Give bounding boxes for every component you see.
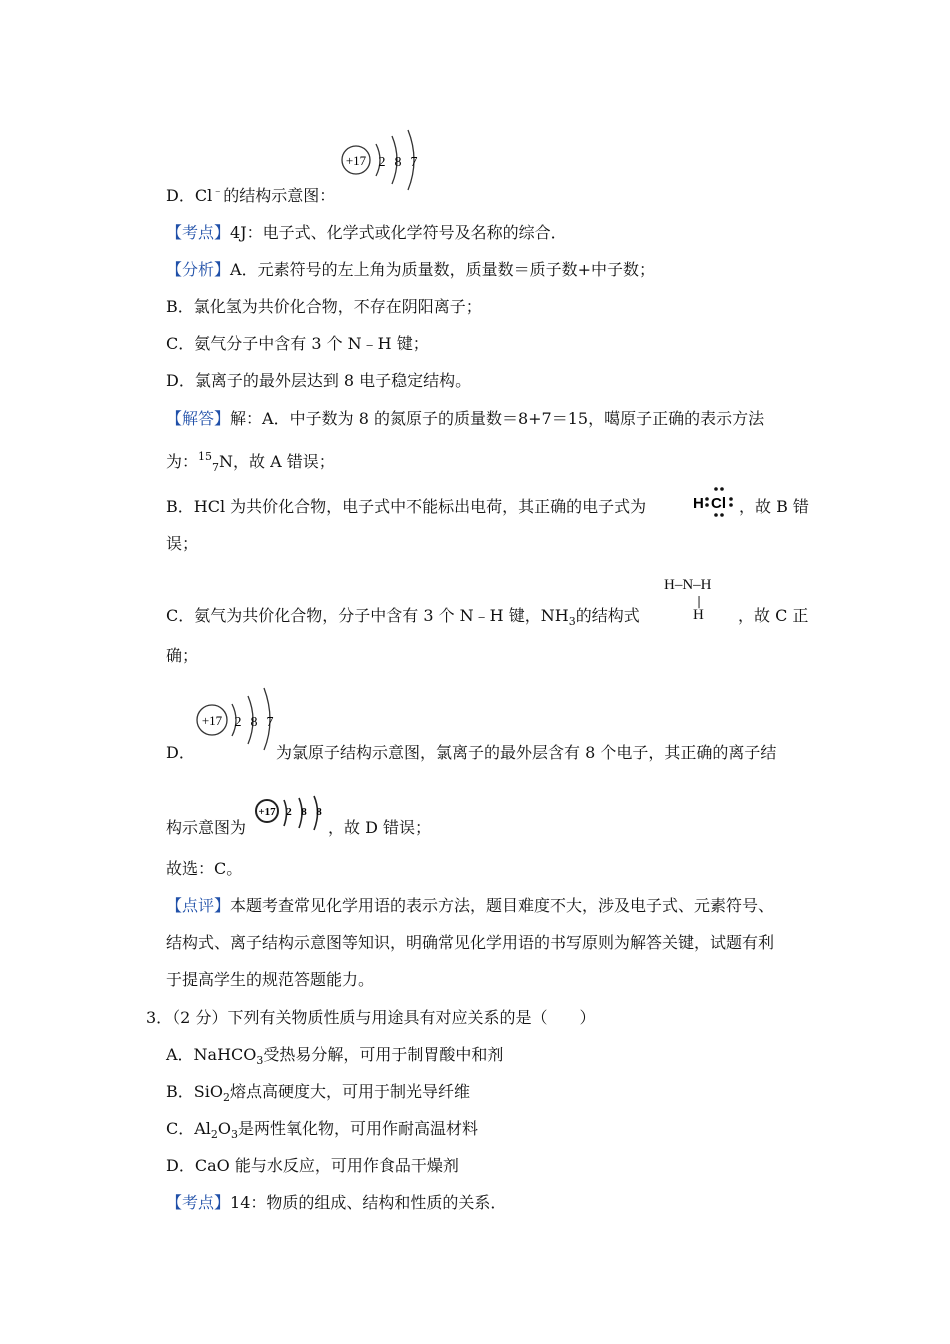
- jieda-d-cont-suffix: ，故 D 错误；: [328, 818, 432, 837]
- fenxi-d: D．氯离子的最外层达到 8 电子稳定结构。: [166, 371, 472, 390]
- question-3-option-b: B．SiO$_2$熔点高硬度大，可用于制光导纤维: [166, 1082, 470, 1104]
- kaodian-tag-2: 考点: [182, 1193, 215, 1212]
- jieda-c: C．氨气为共价化合物，分子中含有 3 个 N﹣H 键，$NH_3$的结构式: [166, 606, 640, 628]
- dianping-line3: 于提高学生的规范答题能力。: [166, 970, 375, 989]
- jieda-d-cont-prefix: 构示意图为: [166, 818, 247, 837]
- fenxi-tag: 分析: [182, 260, 215, 279]
- svg-text:H: H: [693, 495, 704, 512]
- jieda-line2: 为：$^{15}_7$N，故 A 错误；: [166, 450, 335, 474]
- kaodian-2: 【考点】14：物质的组成、结构和性质的关系．: [166, 1193, 507, 1212]
- svg-text:7: 7: [410, 155, 418, 170]
- hcl-electron-formula: [692, 486, 740, 520]
- nh3-structure-top: H–N–H: [664, 577, 712, 593]
- fenxi-b: B．氯化氢为共价化合物，不存在阴阳离子；: [166, 297, 482, 316]
- svg-text:Cl: Cl: [711, 495, 726, 512]
- kaodian-1: 【考点】4J：电子式、化学式或化学符号及名称的综合．: [166, 223, 567, 242]
- svg-text:8: 8: [394, 155, 402, 170]
- svg-text:+17: +17: [345, 153, 367, 168]
- chloride-ion-diagram-top: [338, 130, 428, 192]
- dianping-tag: 点评: [182, 896, 215, 915]
- svg-text:2: 2: [286, 806, 292, 818]
- chlorine-atom-diagram: [194, 688, 284, 750]
- nh3-structure-bottom: H: [693, 607, 704, 623]
- fenxi-a: 【分析】A．元素符号的左上角为质量数，质量数＝质子数+中子数；: [166, 260, 656, 279]
- jieda-b-cont: 误；: [166, 534, 199, 553]
- fenxi-c: C．氨气分子中含有 3 个 N﹣H 键；: [166, 334, 429, 353]
- svg-text:8: 8: [250, 715, 258, 730]
- svg-text:8: 8: [301, 806, 307, 818]
- chloride-ion-diagram-answer: [254, 794, 326, 832]
- question-3-option-a: A．NaHCO$_3$受热易分解，可用于制胃酸中和剂: [166, 1045, 504, 1067]
- answer: 故选：C。: [166, 859, 243, 878]
- dianping-line2: 结构式、离子结构示意图等知识，明确常见化学用语的书写原则为解答关键，试题有利: [166, 933, 775, 952]
- nh3-structure-bond: |: [697, 594, 702, 608]
- svg-text:2: 2: [378, 155, 386, 170]
- svg-text:7: 7: [266, 715, 274, 730]
- kaodian-tag: 考点: [182, 223, 215, 242]
- svg-text:8: 8: [316, 806, 322, 818]
- jieda-c-cont: 确；: [166, 646, 199, 665]
- svg-text:2: 2: [234, 715, 242, 730]
- jieda-line1: 【解答】解：A．中子数为 8 的氮原子的质量数＝8+7＝15，噶原子正确的表示方法: [166, 409, 765, 428]
- jieda-c-suffix: ，故 C 正: [738, 606, 809, 625]
- jieda-b: B．HCl 为共价化合物，电子式中不能标出电荷，其正确的电子式为: [166, 497, 647, 516]
- jieda-b-suffix: ，故 B 错: [739, 497, 809, 516]
- question-3-option-c: C．$Al_2O_3$是两性氧化物，可用作耐高温材料: [166, 1119, 479, 1141]
- jieda-tag: 解答: [182, 409, 215, 428]
- svg-text:+17: +17: [201, 713, 223, 728]
- jieda-d: 为氯原子结构示意图，氯离子的最外层含有 8 个电子，其正确的离子结: [276, 743, 777, 762]
- option-d-top: D．Cl﹣的结构示意图：: [166, 184, 336, 205]
- svg-text:+17: +17: [258, 806, 276, 818]
- dianping-line1: 【点评】本题考查常见化学用语的表示方法，题目难度不大，涉及电子式、元素符号、: [166, 896, 775, 915]
- jieda-d-prefix: D．: [166, 743, 195, 762]
- question-3-option-d: D．CaO 能与水反应，可用作食品干燥剂: [166, 1156, 459, 1175]
- question-3-stem: 3．（2 分）下列有关物质性质与用途具有对应关系的是（ ）: [146, 1008, 596, 1027]
